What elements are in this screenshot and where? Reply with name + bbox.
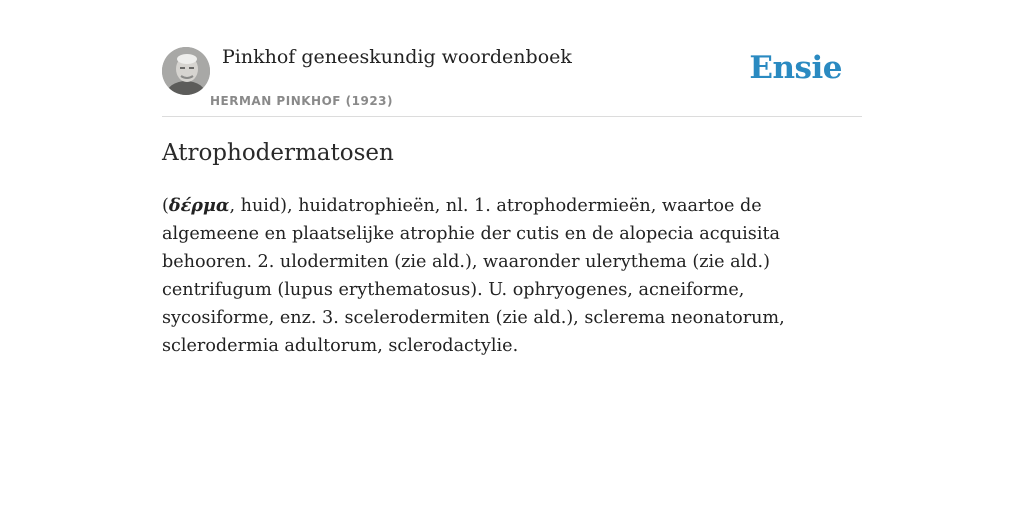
entry-definition: [162, 192, 862, 360]
definition-text: , huid), huidatrophieën, nl. 1. atrophodermieën, waartoe de algemeene en plaatselijke atrophie der cutis en de alopecia acquisita behooren. 2. ulodermiten (zie ald.), waaronder ulerythema (zie ald.) centrifugum (lupus erythematosus). U. ophryogenes, acneiforme, sycosiforme, enz. 3. scelerodermiten (zie ald.), sclerema neonatorum, sclerodermia adultorum, sclerodactylie.: [162, 196, 785, 356]
ensie-logo[interactable]: Ensie: [749, 50, 842, 86]
entry-term: Atrophodermatosen: [162, 140, 394, 166]
dictionary-header: [162, 0, 862, 117]
author-portrait-icon: [162, 47, 210, 95]
dictionary-title-link[interactable]: Pinkhof geneeskundig woordenboek: [222, 46, 572, 68]
avatar[interactable]: [162, 47, 210, 95]
definition-greek-word: δέρμα: [168, 195, 230, 216]
definition-open-paren: (: [162, 196, 169, 216]
page-container: [162, 0, 862, 356]
dictionary-author: HERMAN PINKHOF (1923): [210, 94, 394, 108]
